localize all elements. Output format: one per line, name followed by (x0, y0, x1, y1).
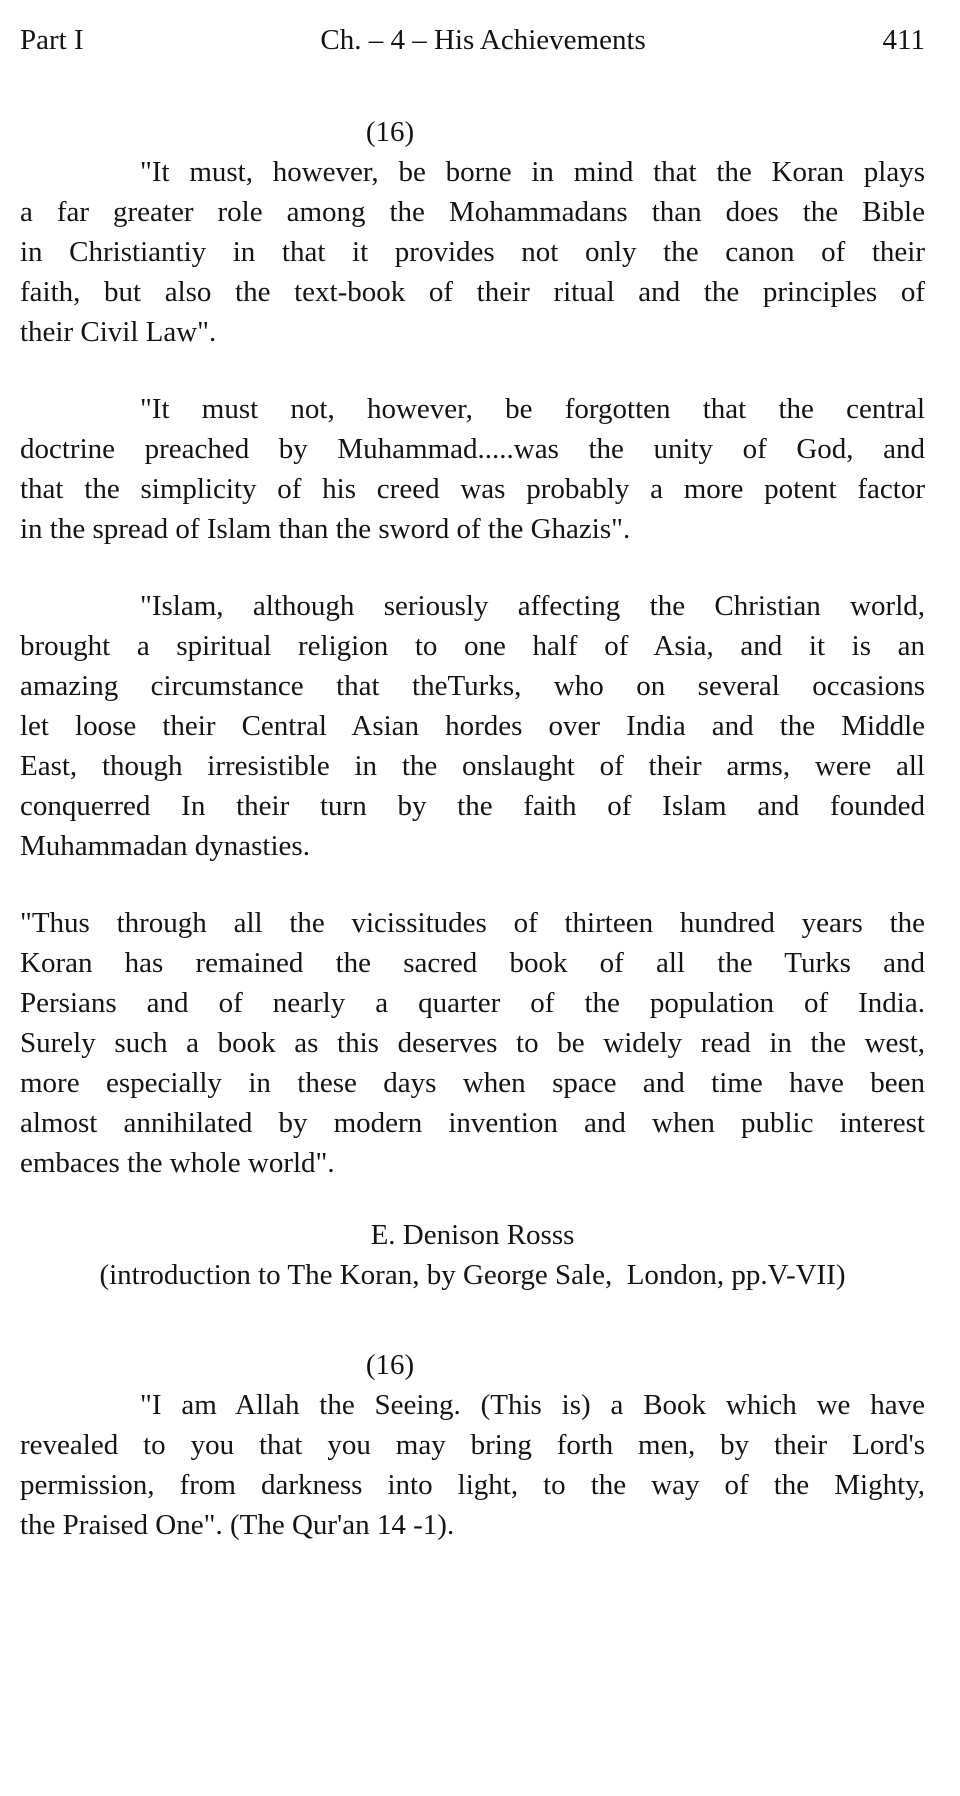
text-section (20, 1345, 925, 1545)
paragraph (20, 1385, 925, 1545)
text-line: faith, but also the text-book of their ritual and the principles of (20, 276, 925, 308)
text-line: Surely such a book as this deserves to be widely read in the west, (20, 1027, 925, 1059)
text-line: doctrine preached by Muhammad.....was the unity of God, and (20, 433, 925, 465)
paragraph (20, 152, 925, 352)
attribution-line: E. Denison Rosss (370, 1219, 575, 1251)
section-number: (16) (365, 116, 415, 148)
citation-line: (introduction to The Koran, by George Sale, London, pp.V-VII) (99, 1259, 846, 1291)
text-line: Muhammadan dynasties. (20, 830, 310, 862)
text-line: amazing circumstance that theTurks, who on several occasions (20, 670, 925, 702)
text-section (20, 112, 925, 1295)
page-content (20, 112, 925, 1545)
text-line: "Islam, although seriously affecting the Christian world, (140, 590, 925, 622)
paragraph (20, 389, 925, 549)
text-line: in the spread of Islam than the sword of the Ghazis". (20, 513, 631, 545)
text-line: "Thus through all the vicissitudes of thirteen hundred years the (20, 907, 925, 939)
text-line: in Christiantiy in that it provides not only the canon of their (20, 236, 925, 268)
text-line: embaces the whole world". (20, 1147, 335, 1179)
section-number: (16) (365, 1349, 415, 1381)
text-line: East, though irresistible in the onslaught of their arms, were all (20, 750, 925, 782)
text-line: "It must, however, be borne in mind that the Koran plays (140, 156, 925, 188)
text-line: "I am Allah the Seeing. (This is) a Book which we have (140, 1389, 925, 1421)
text-line: "It must not, however, be forgotten that the central (140, 393, 925, 425)
text-line: let loose their Central Asian hordes over India and the Middle (20, 710, 925, 742)
text-line: brought a spiritual religion to one half of Asia, and it is an (20, 630, 925, 662)
page-header (20, 22, 925, 58)
text-line: almost annihilated by modern invention and when public interest (20, 1107, 925, 1139)
header-page-number: 411 (882, 24, 925, 56)
paragraph (20, 903, 925, 1183)
text-line: their Civil Law". (20, 316, 217, 348)
text-line: permission, from darkness into light, to the way of the Mighty, (20, 1469, 925, 1501)
text-line: Koran has remained the sacred book of all the Turks and (20, 947, 925, 979)
paragraph (20, 586, 925, 866)
text-line: Persians and of nearly a quarter of the population of India. (20, 987, 925, 1019)
text-line: more especially in these days when space and time have been (20, 1067, 925, 1099)
text-line: conquerred In their turn by the faith of Islam and founded (20, 790, 925, 822)
text-line: a far greater role among the Mohammadans than does the Bible (20, 196, 925, 228)
header-part-label: Part I (20, 24, 84, 56)
text-line: the Praised One". (The Qur'an 14 -1). (20, 1509, 455, 1541)
text-line: that the simplicity of his creed was probably a more potent factor (20, 473, 925, 505)
text-line: revealed to you that you may bring forth men, by their Lord's (20, 1429, 925, 1461)
header-chapter-title: Ch. – 4 – His Achievements (320, 24, 646, 56)
